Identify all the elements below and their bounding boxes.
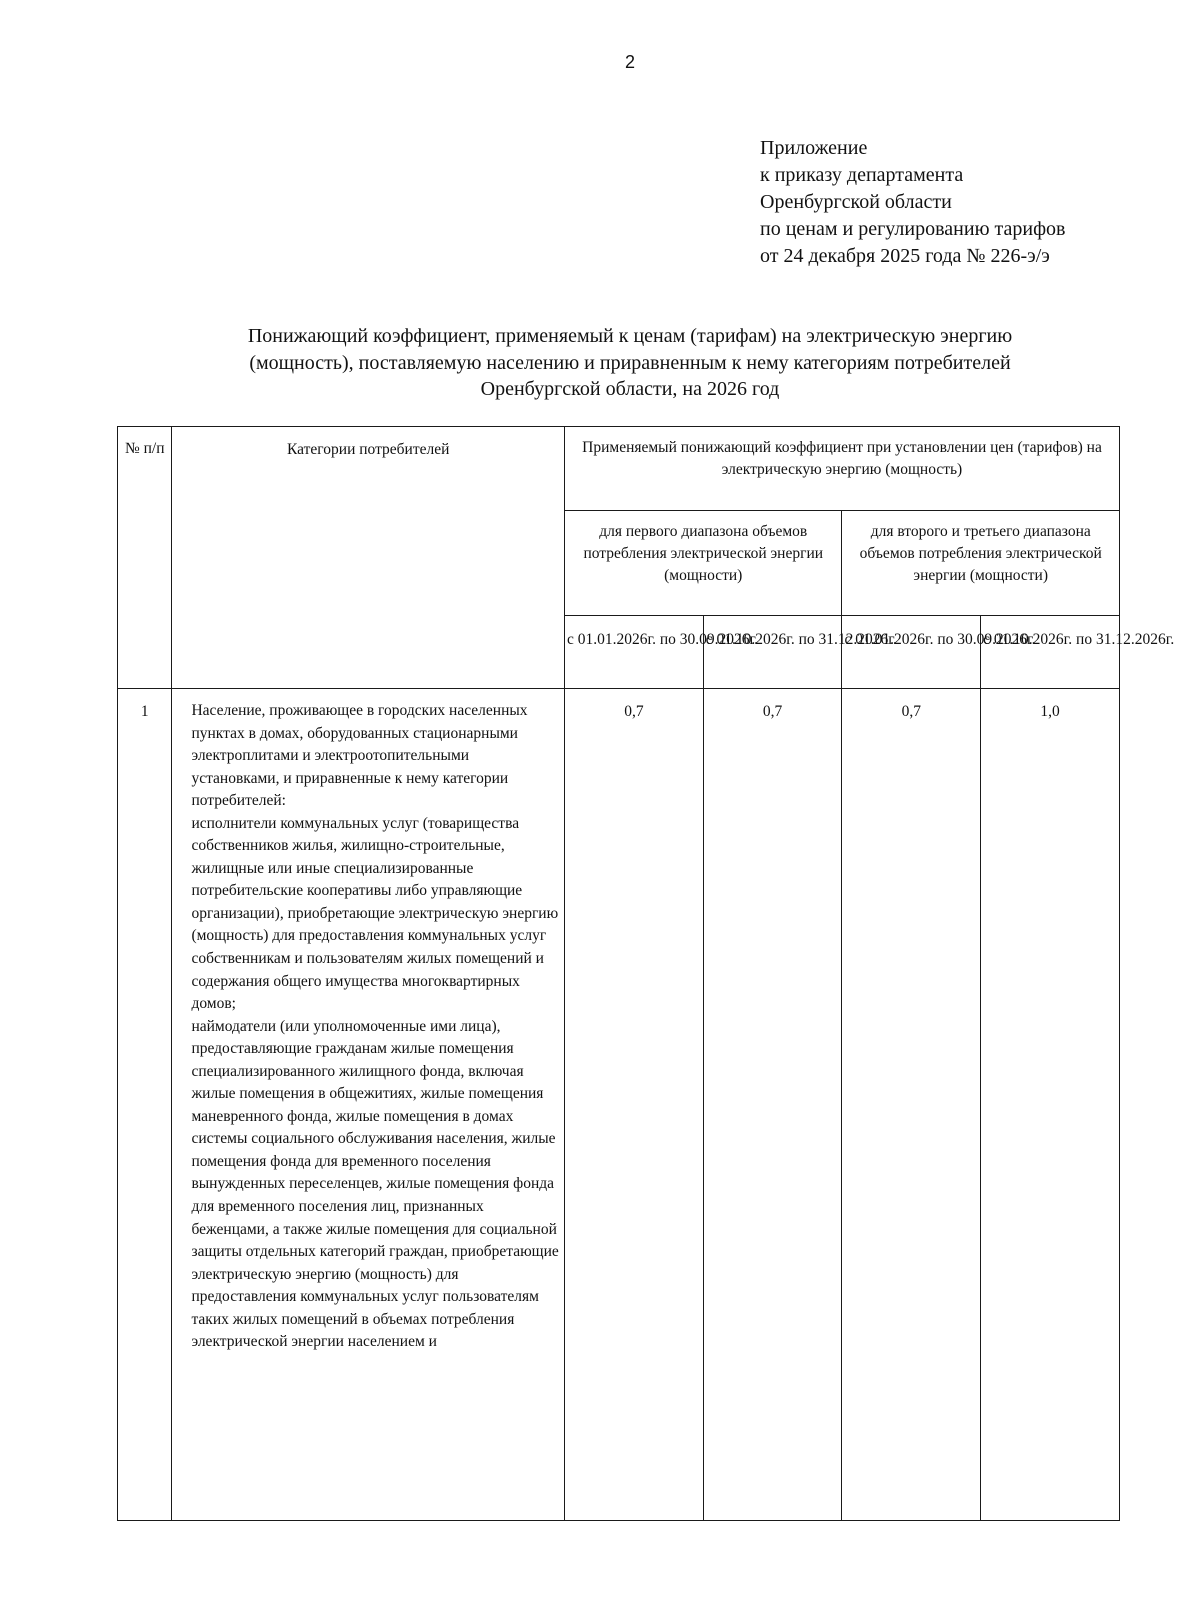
table-row — [118, 689, 1120, 1521]
header-period: с 01.01.2026г. по 30.09.2026г. — [842, 616, 981, 689]
appendix-line: Оренбургской области — [760, 191, 952, 213]
title-line: (мощность), поставляемую населению и приравненным к нему категориям потребителей — [249, 351, 1011, 374]
appendix-line: от 24 декабря 2025 года № 226-э/э — [760, 245, 1050, 267]
document-title — [130, 323, 1130, 403]
appendix-line: к приказу департамента — [760, 164, 964, 186]
coefficient-value: 1,0 — [981, 689, 1120, 1521]
title-line: Понижающий коэффициент, применяемый к ценам (тарифам) на электрическую энергию — [247, 325, 1013, 347]
header-period: с 01.10.2026г. по 31.12.2026г. — [703, 616, 842, 689]
category-paragraph: Население, проживающее в городских населенных пунктах в домах, оборудованных стационарными электроплитами и электроотопительными установками, и приравненные к нему категории потребителей: — [191, 702, 528, 810]
category-paragraph: исполнители коммунальных услуг (товарищества собственников жилья, жилищно-строительные, жилищные или иные специализированные потребительские кооперативы либо управляющие организации), приобретающие электрическую энергию (мощность) для предоставления коммунальных услуг собственникам и пользователям жилых помещений и содержания общего имущества многоквартирных домов; — [191, 814, 559, 1013]
header-range-first: для первого диапазона объемов потребления электрической энергии (мощности) — [565, 511, 842, 616]
coefficients-table — [117, 426, 1175, 1521]
row-category — [172, 689, 565, 1521]
coefficient-value: 0,7 — [703, 689, 842, 1521]
category-paragraph: наймодатели (или уполномоченные ими лица), предоставляющие гражданам жилые помещения специализированного жилищного фонда, включая жилые помещения в общежитиях, жилые помещения маневренного фонда, жилые помещения в домах системы социального обслуживания населения, жилые помещения фонда для временного поселения вынужденных переселенцев, жилые помещения фонда для временного поселения лиц, признанных беженцами, а также жилые помещения для социальной защиты отдельных категорий граждан, приобретающие электрическую энергию (мощность) для предоставления коммунальных услуг пользователям таких жилых помещений в объемах потребления электрической энергии населением и — [191, 1017, 559, 1351]
title-line: Оренбургской области, на 2026 год — [480, 378, 780, 400]
coefficient-value: 0,7 — [565, 689, 704, 1521]
appendix-line: Приложение — [760, 137, 868, 159]
header-category: Категории потребителей — [172, 427, 565, 689]
header-period: с 01.10.2026г. по 31.12.2026г. — [981, 616, 1120, 689]
header-period: с 01.01.2026г. по 30.09.2026г. — [565, 616, 704, 689]
row-number: 1 — [118, 689, 172, 1521]
coefficient-value: 0,7 — [842, 689, 981, 1521]
header-coefficient: Применяемый понижающий коэффициент при установлении цен (тарифов) на электрическую энергию (мощность) — [565, 427, 1120, 511]
header-range-second-third: для второго и третьего диапазона объемов потребления электрической энергии (мощности) — [842, 511, 1120, 616]
header-number: № п/п — [118, 427, 172, 689]
appendix-header — [760, 135, 1065, 270]
appendix-line: по ценам и регулированию тарифов — [760, 218, 1066, 240]
page-number: 2 — [624, 52, 635, 72]
